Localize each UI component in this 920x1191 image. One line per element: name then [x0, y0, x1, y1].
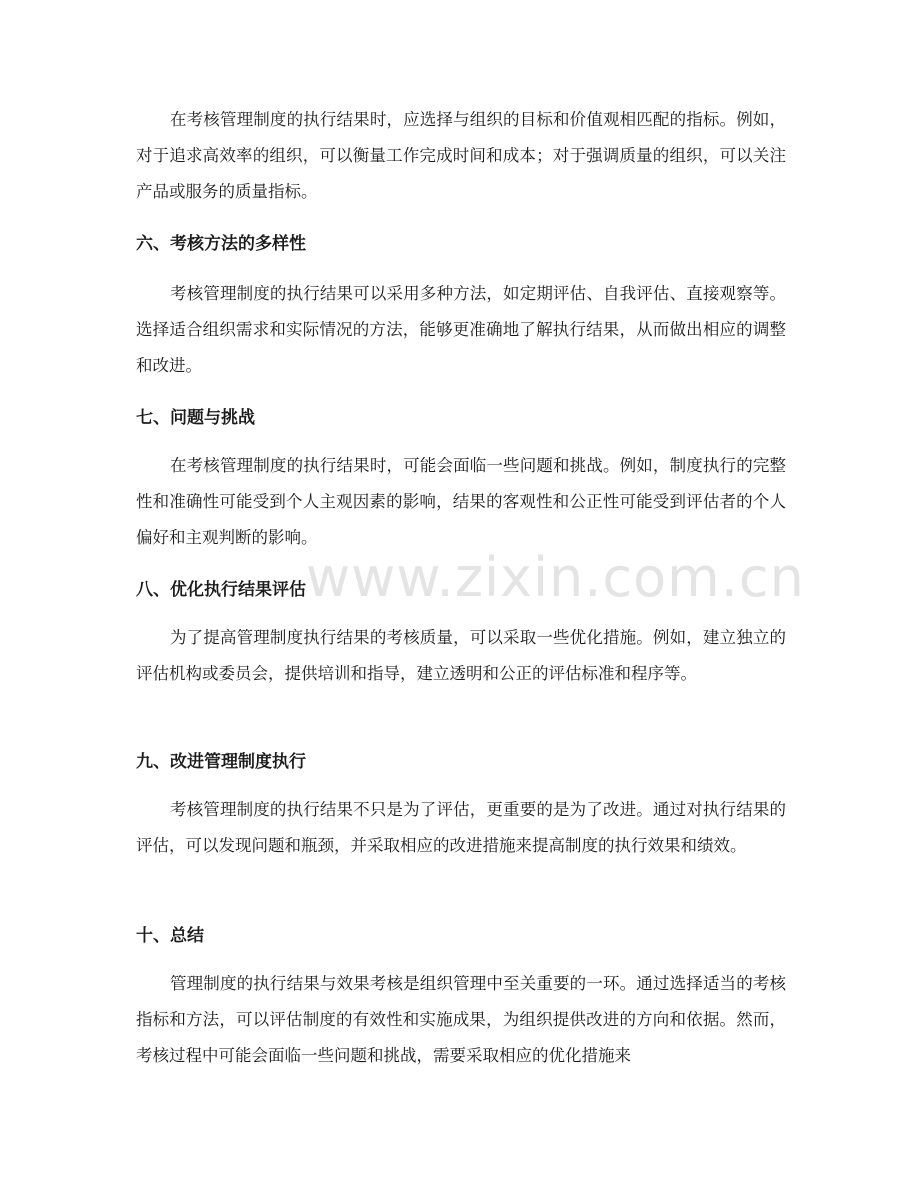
heading-section-6: 六、考核方法的多样性 [136, 234, 306, 254]
paragraph-section-7: 在考核管理制度的执行结果时，可能会面临一些问题和挑战。例如，制度执行的完整性和准确性可能受到个人主观因素的影响，结果的客观性和公正性可能受到评估者的个人偏好和主观判断的影响。 [136, 456, 786, 547]
watermark: www.zixin.com.cn [306, 546, 805, 609]
heading-section-9: 九、改进管理制度执行 [136, 752, 306, 772]
paragraph-intro: 在考核管理制度的执行结果时，应选择与组织的目标和价值观相匹配的指标。例如，对于追求高效率的组织，可以衡量工作完成时间和成本；对于强调质量的组织，可以关注产品或服务的质量指标。 [136, 110, 786, 201]
paragraph-section-6: 考核管理制度的执行结果可以采用多种方法，如定期评估、自我评估、直接观察等。选择适合组织需求和实际情况的方法，能够更准确地了解执行结果，从而做出相应的调整和改进。 [136, 284, 786, 375]
paragraph-section-8: 为了提高管理制度执行结果的考核质量，可以采取一些优化措施。例如，建立独立的评估机构或委员会，提供培训和指导，建立透明和公正的评估标准和程序等。 [136, 628, 786, 683]
heading-section-8: 八、优化执行结果评估 [136, 580, 306, 600]
heading-section-7: 七、问题与挑战 [136, 408, 255, 428]
paragraph-section-9: 考核管理制度的执行结果不只是为了评估，更重要的是为了改进。通过对执行结果的评估，可以发现问题和瓶颈，并采取相应的改进措施来提高制度的执行效果和绩效。 [136, 800, 786, 855]
heading-section-10: 十、总结 [136, 926, 204, 946]
paragraph-section-10: 管理制度的执行结果与效果考核是组织管理中至关重要的一环。通过选择适当的考核指标和方法，可以评估制度的有效性和实施成果，为组织提供改进的方向和依据。然而，考核过程中可能会面临一些问题和挑战，需要采取相应的优化措施来 [136, 974, 786, 1065]
